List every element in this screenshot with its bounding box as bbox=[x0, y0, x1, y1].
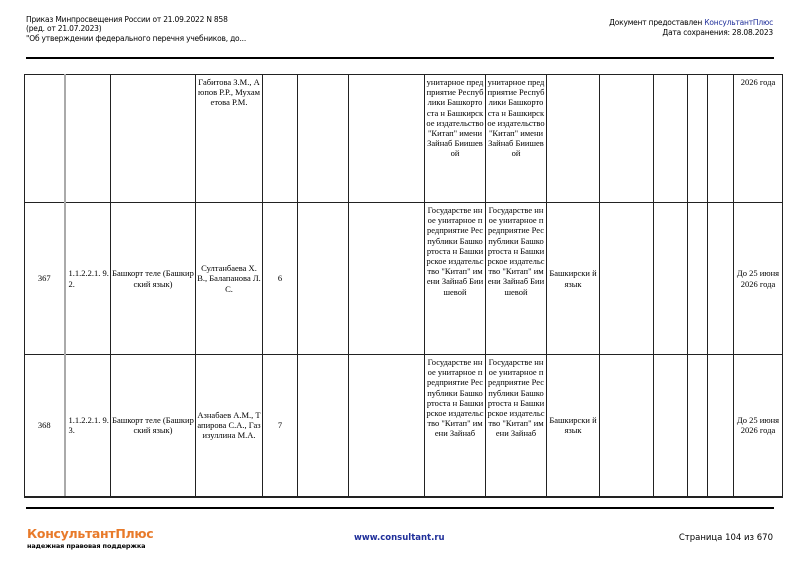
cell-empty bbox=[688, 203, 708, 355]
cell-code: 1.1.2.2.1. 9.3. bbox=[65, 355, 111, 497]
cell-empty bbox=[349, 75, 425, 203]
cell-publisher-2: унитарное предприятие Республики Башкортоста н Башкирское издательство "Китап" имени Зайнаб Биишевой bbox=[486, 75, 547, 203]
cell-subject: Башкорт теле (Башкирский язык) bbox=[111, 355, 196, 497]
cell-empty bbox=[654, 203, 688, 355]
cell-empty bbox=[349, 203, 425, 355]
table-row bbox=[25, 203, 783, 355]
save-date: Дата сохранения: 28.08.2023 bbox=[662, 27, 773, 37]
provider-brand-link[interactable]: КонсультантПлюс bbox=[704, 18, 773, 27]
cell-number: 368 bbox=[25, 355, 65, 497]
cell-language: Башкирски й язык bbox=[547, 355, 600, 497]
cell-deadline: 2026 года bbox=[734, 75, 783, 203]
cell-number bbox=[25, 75, 65, 203]
cell-empty bbox=[349, 355, 425, 497]
cell-language: Башкирски й язык bbox=[547, 203, 600, 355]
cell-publisher: Государстве нное унитарное предприятие Республики Башкортоста н Башкирское издательство "Китап" имени Зайнаб Биишевой bbox=[425, 203, 486, 355]
cell-subject: Башкорт теле (Башкирский язык) bbox=[111, 203, 196, 355]
cell-empty bbox=[298, 203, 349, 355]
cell-code: 1.1.2.2.1. 9.2. bbox=[65, 203, 111, 355]
cell-authors: Султанбаева Х.В., Балапанова Л.С. bbox=[196, 203, 263, 355]
cell-grade: 6 bbox=[263, 203, 298, 355]
logo-tagline: надежная правовая поддержка bbox=[27, 542, 146, 550]
cell-empty bbox=[708, 355, 734, 497]
cell-empty bbox=[600, 75, 654, 203]
cell-grade bbox=[263, 75, 298, 203]
cell-empty bbox=[708, 75, 734, 203]
cell-empty bbox=[600, 355, 654, 497]
cell-deadline: До 25 июня 2026 года bbox=[734, 203, 783, 355]
cell-publisher: Государстве нное унитарное предприятие Республики Башкортоста н Башкирское издательство "Китап" имени Зайнаб bbox=[425, 355, 486, 497]
cell-empty bbox=[708, 203, 734, 355]
header-divider bbox=[26, 57, 774, 59]
cell-publisher-2: Государстве нное унитарное предприятие Республики Башкортоста н Башкирское издательство "Китап" имени Зайнаб Биишевой bbox=[486, 203, 547, 355]
cell-empty bbox=[654, 75, 688, 203]
cell-grade: 7 bbox=[263, 355, 298, 497]
cell-empty bbox=[600, 203, 654, 355]
cell-authors: Азнабаев А.М., Тапирова С.А., Газизуллина М.А. bbox=[196, 355, 263, 497]
cell-empty bbox=[298, 355, 349, 497]
consultant-logo: КонсультантПлюс bbox=[27, 526, 154, 541]
document-provider-info bbox=[609, 18, 773, 37]
cell-publisher-2: Государстве нное унитарное предприятие Республики Башкортоста н Башкирское издательство "Китап" имени Зайнаб bbox=[486, 355, 547, 497]
provided-by-label: Документ предоставлен bbox=[609, 18, 705, 27]
header-line-revision: (ред. от 21.07.2023) bbox=[26, 24, 102, 34]
cell-authors: Габитова З.М., Аюпов Р.Р., Мухаметова Р.М. bbox=[196, 75, 263, 203]
cell-empty bbox=[688, 75, 708, 203]
table-row bbox=[25, 75, 783, 203]
cell-empty bbox=[654, 355, 688, 497]
header-line-order: Приказ Минпросвещения России от 21.09.2022 N 858 bbox=[26, 15, 228, 24]
table-row bbox=[25, 355, 783, 497]
cell-number: 367 bbox=[25, 203, 65, 355]
textbook-list-table bbox=[24, 74, 783, 498]
cell-subject bbox=[111, 75, 196, 203]
header-line-subject: "Об утверждении федерального перечня учебников, до... bbox=[26, 33, 247, 43]
cell-empty bbox=[298, 75, 349, 203]
cell-code bbox=[65, 75, 111, 203]
cell-empty bbox=[688, 355, 708, 497]
document-header-title bbox=[26, 15, 246, 43]
cell-deadline: До 25 июня 2026 года bbox=[734, 355, 783, 497]
cell-language bbox=[547, 75, 600, 203]
page-counter: Страница 104 из 670 bbox=[678, 533, 773, 543]
cell-publisher: унитарное предприятие Республики Башкортоста н Башкирское издательство "Китап" имени Зайнаб Биишевой bbox=[425, 75, 486, 203]
website-link[interactable]: www.consultant.ru bbox=[354, 533, 445, 543]
footer-divider bbox=[26, 507, 774, 509]
